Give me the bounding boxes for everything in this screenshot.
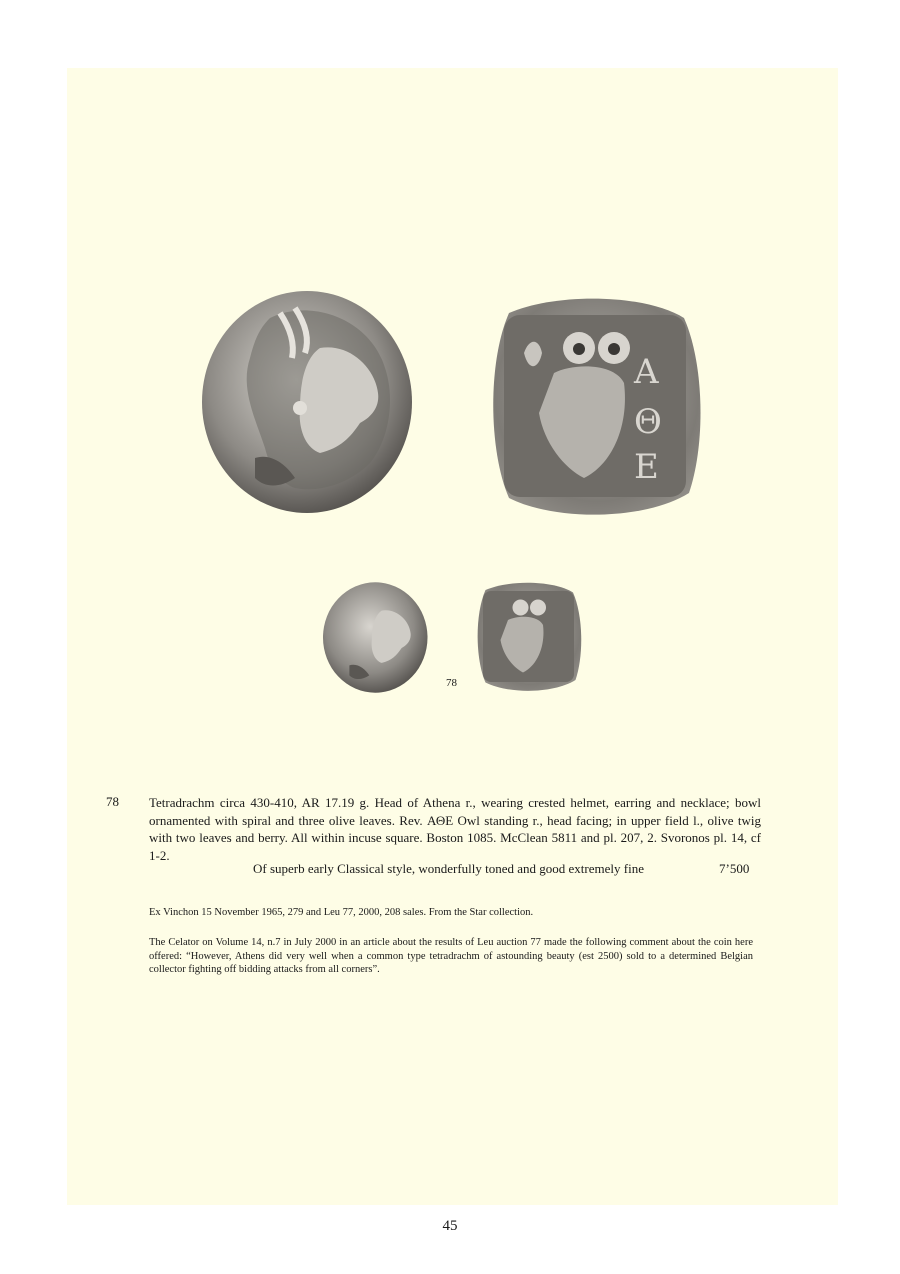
coin-obverse-small (322, 580, 429, 695)
legend-letter-alpha: Α (634, 352, 659, 392)
lot-number: 78 (106, 794, 119, 809)
coin-lot-label: 78 (446, 677, 457, 689)
lot-comment: The Celator on Volume 14, n.7 in July 2000 in an article about the results of Leu auction 77 made the following comment about the coin here offered: “However, Athens did very well when a common type tetradrachm of astounding beauty (est 2500) sold to a determined Belgian collector fighting off bidding attacks from all corners”. (149, 937, 753, 975)
owl-thumbnail (473, 580, 584, 694)
athena-head-image (200, 288, 415, 516)
athena-head-thumbnail (322, 580, 429, 695)
legend-letter-theta: Θ (634, 402, 662, 442)
lot-grade: Of superb early Classical style, wonderfully toned and good extremely fine (253, 861, 644, 876)
coin-reverse-small (473, 580, 584, 694)
coin-obverse-large (200, 288, 415, 516)
page-plate (67, 68, 838, 1205)
lot-provenance: Ex Vinchon 15 November 1965, 279 and Leu 77, 2000, 208 sales. From the Star collection. (149, 907, 534, 918)
legend-letter-epsilon: Ε (634, 447, 659, 487)
page-number: 45 (442, 1218, 458, 1234)
coin-reverse-large (484, 293, 706, 521)
lot-description (149, 794, 761, 864)
lot-description-text: Tetradrachm circa 430-410, AR 17.19 g. Head of Athena r., wearing crested helmet, earring and necklace; bowl ornamented with spiral and three olive leaves. Rev. ΑΘΕ Owl standing r., head facing; in upper field l., olive twig with two leaves and berry. All within incuse square. Boston 1085. McClean 5811 and pl. 207, 2. Svoronos pl. 14, cf 1-2. (149, 795, 761, 863)
lot-price: 7’500 (719, 861, 750, 876)
owl-image (484, 293, 706, 521)
